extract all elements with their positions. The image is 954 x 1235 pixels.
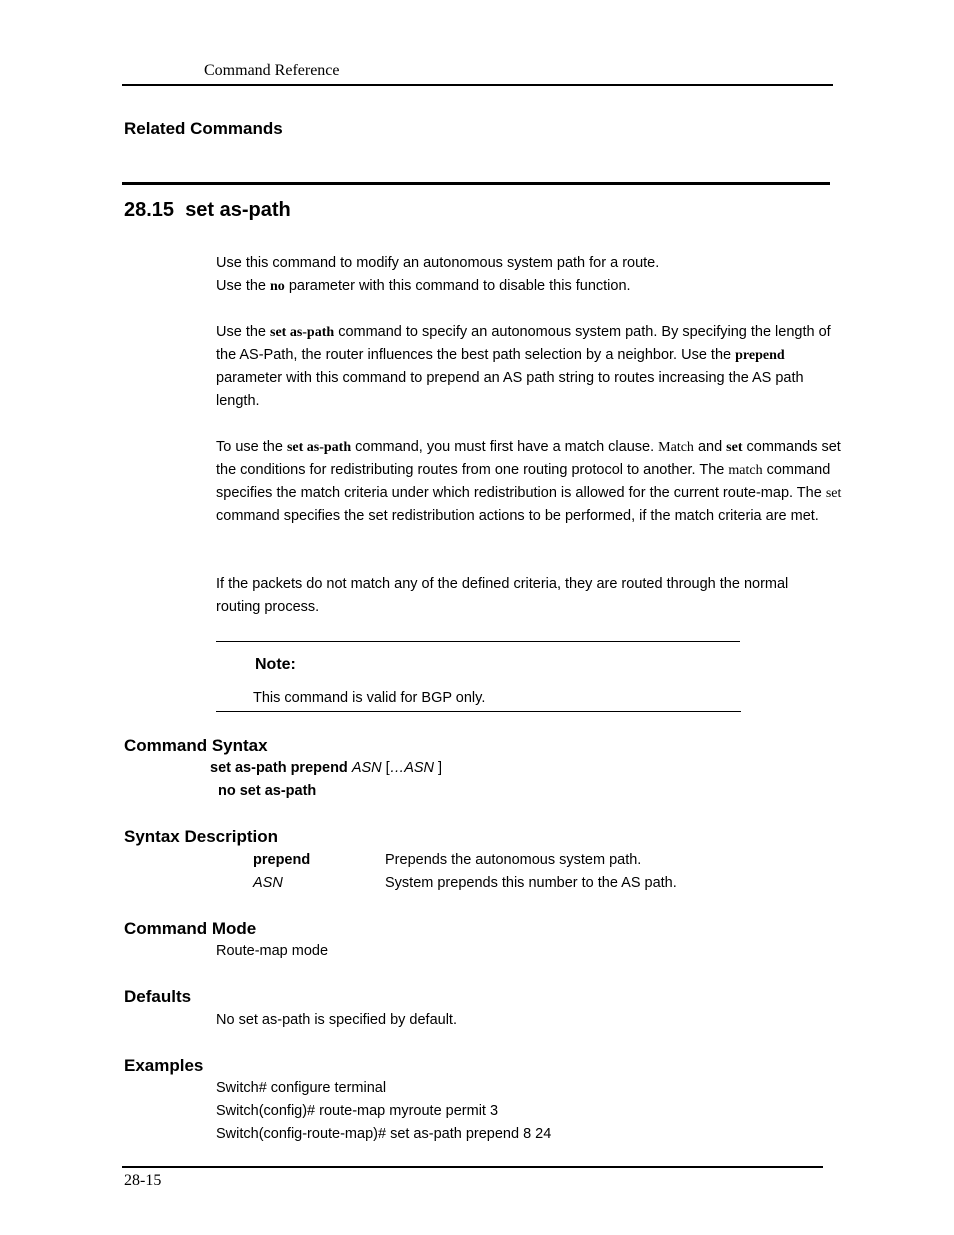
param-description: Prepends the autonomous system path. bbox=[385, 852, 642, 868]
command-mode-text: Route-map mode bbox=[216, 943, 329, 959]
param-description: System prepends this number to the AS path. bbox=[385, 875, 677, 891]
examples-heading: Examples bbox=[124, 1056, 204, 1075]
keyword-match: Match bbox=[658, 440, 694, 455]
note-bottom-rule bbox=[216, 711, 741, 712]
description-paragraph-3: If the packets do not match any of the defined criteria, they are routed through the normal routing process. bbox=[216, 576, 789, 615]
keyword-set: set bbox=[726, 440, 743, 455]
keyword-set-as-path: set as-path bbox=[270, 325, 335, 340]
command-mode-heading: Command Mode bbox=[124, 919, 257, 938]
footer-rule bbox=[122, 1166, 823, 1168]
command-syntax-heading: Command Syntax bbox=[124, 736, 268, 755]
param-name: ASN bbox=[253, 875, 283, 891]
related-commands-heading: Related Commands bbox=[124, 119, 283, 138]
syntax-line-1: set as-path prepend ASN […ASN ] bbox=[210, 760, 443, 776]
keyword-prepend: prepend bbox=[735, 348, 785, 363]
intro-line-1: Use this command to modify an autonomous system path for a route. bbox=[216, 255, 660, 271]
example-line: Switch(config)# route-map myroute permit 3 bbox=[216, 1103, 499, 1119]
header-rule bbox=[122, 84, 833, 86]
param-name: prepend bbox=[253, 852, 311, 868]
keyword-match: match bbox=[728, 463, 763, 478]
keyword-set: set bbox=[825, 486, 842, 501]
syntax-line-2: no set as-path bbox=[218, 783, 317, 799]
example-line: Switch# configure terminal bbox=[216, 1080, 387, 1096]
running-header: Command Reference bbox=[204, 62, 340, 79]
description-paragraph-2: To use the set as-path command, you must first have a match clause. Match and set commands set the conditions for redistributing routes from one routing protocol to another. The match command specifies the match criteria under which redistribution is allowed for the current route-map. The set command specifies the set redistribution actions to be performed, if the match criteria are met. bbox=[216, 439, 842, 524]
section-number: 28.15 bbox=[124, 199, 175, 221]
section-name: set as-path bbox=[185, 199, 291, 221]
note-label: Note: bbox=[255, 656, 296, 673]
syntax-description-heading: Syntax Description bbox=[124, 827, 278, 846]
section-rule bbox=[122, 182, 830, 185]
example-line: Switch(config-route-map)# set as-path prepend 8 24 bbox=[216, 1126, 552, 1142]
note-text: This command is valid for BGP only. bbox=[253, 690, 486, 706]
defaults-heading: Defaults bbox=[124, 987, 192, 1006]
defaults-text: No set as-path is specified by default. bbox=[216, 1012, 457, 1028]
page-number: 28-15 bbox=[124, 1172, 162, 1189]
description-paragraph-1: Use the set as-path command to specify an autonomous system path. By specifying the length of the AS-Path, the router influences the best path selection by a neighbor. Use the prepend parameter with this command to prepend an AS path string to routes increasing the AS path length. bbox=[216, 324, 831, 409]
intro-paragraph bbox=[216, 252, 836, 298]
keyword-no: no bbox=[270, 279, 285, 294]
note-top-rule bbox=[216, 641, 740, 642]
intro-line-2: Use the no parameter with this command to disable this function. bbox=[216, 278, 631, 294]
section-title bbox=[124, 199, 291, 222]
keyword-set-as-path: set as-path bbox=[286, 440, 352, 455]
